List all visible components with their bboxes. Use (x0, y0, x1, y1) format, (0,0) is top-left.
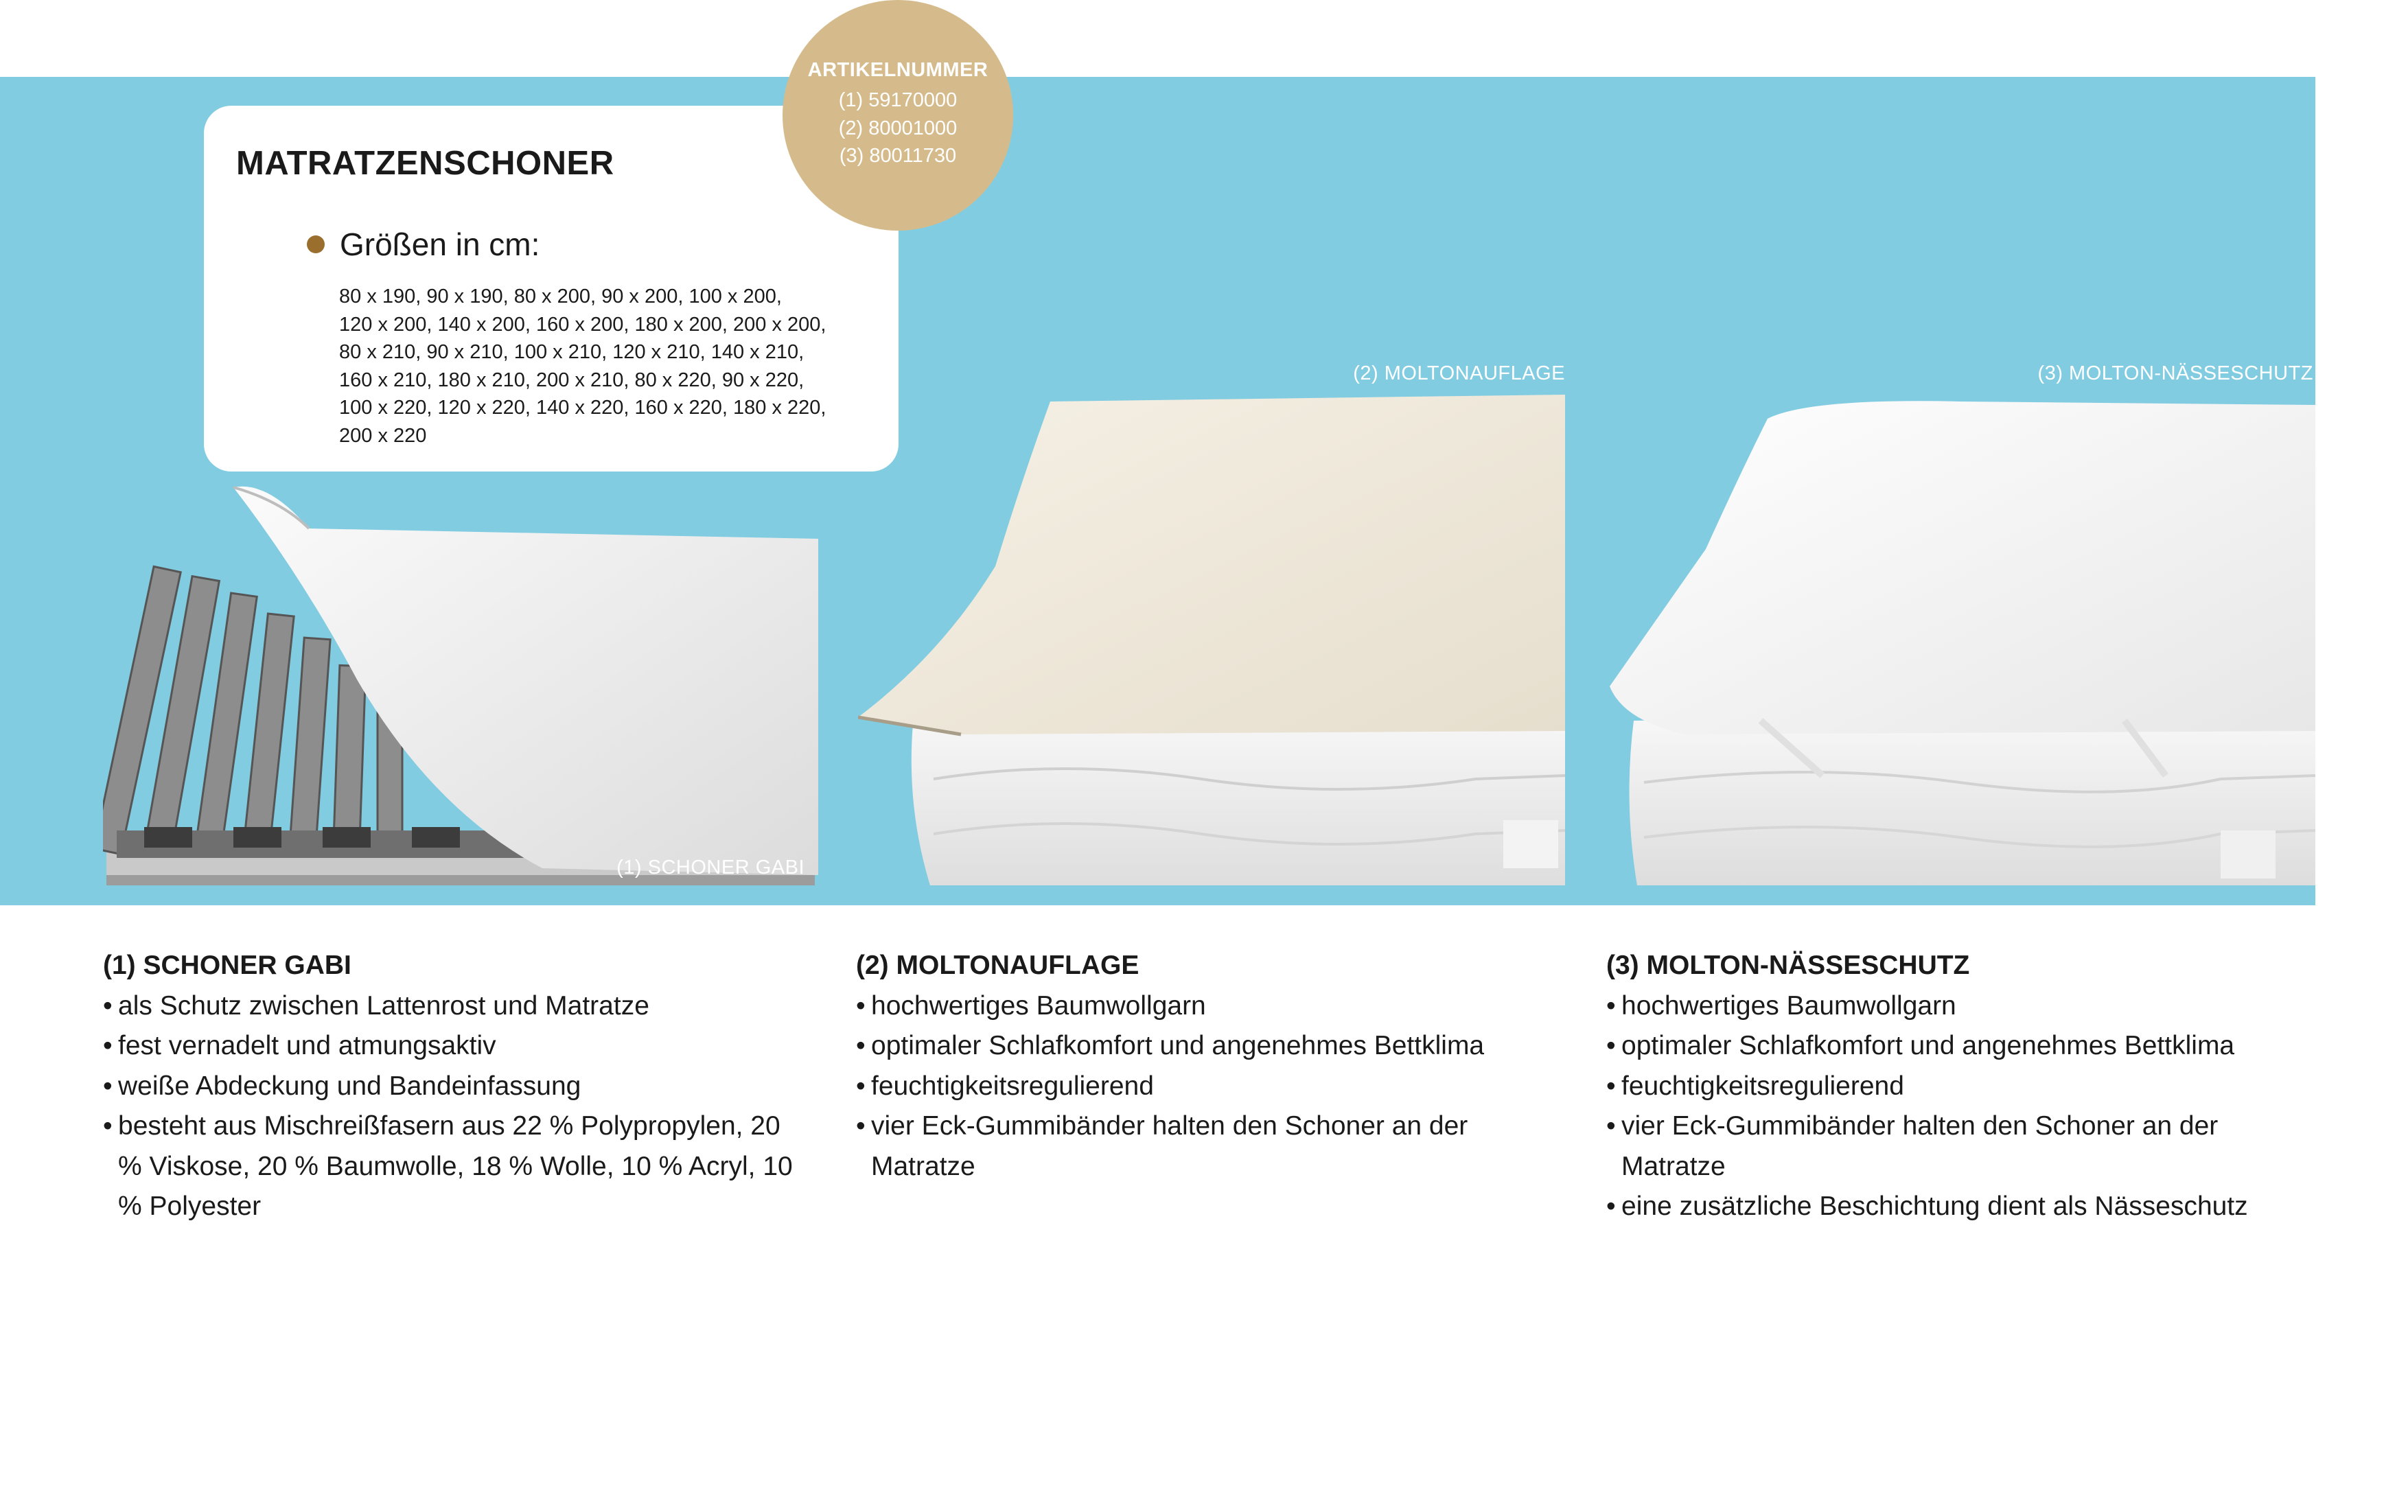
sizes-line: 80 x 190, 90 x 190, 80 x 200, 90 x 200, 100 x 200, (339, 286, 782, 307)
photo-molton-naesseschutz (1603, 391, 2315, 889)
sizes-line: 100 x 220, 120 x 220, 140 x 220, 160 x 220, 180 x 220, (339, 397, 826, 419)
feature-item: • weiße Abdeckung und Bandeinfassung (103, 1067, 817, 1107)
feature-item: • besteht aus Mischreißfasern aus 22 % Polypropylen, 20 % Viskose, 20 % Baumwolle, 18 % Wolle, 10 % Acryl, 10 % Polyester (103, 1106, 817, 1227)
feature-list (103, 986, 817, 1227)
product-title: (3) MOLTON-NÄSSESCHUTZ (1606, 951, 1970, 980)
product-column-2 (856, 946, 1570, 1187)
photo-schoner-gabi (103, 474, 818, 892)
sizes-line: 160 x 210, 180 x 210, 200 x 210, 80 x 220, 90 x 220, (339, 369, 804, 391)
product-title: (2) MOLTONAUFLAGE (856, 951, 1139, 980)
feature-item: • eine zusätzliche Beschichtung dient als Nässeschutz (1606, 1187, 2320, 1227)
feature-item: • hochwertiges Baumwollgarn (1606, 986, 2320, 1027)
badge-title: ARTIKELNUMMER (807, 59, 988, 81)
photo-label-2: (2) MOLTONAUFLAGE (1353, 362, 1565, 384)
article-number: (2) 80001000 (838, 117, 958, 139)
feature-item: • optimaler Schlafkomfort und angenehmes Bettklima (856, 1026, 1570, 1067)
feature-item: • als Schutz zwischen Lattenrost und Matratze (103, 986, 817, 1027)
product-column-3 (1606, 946, 2320, 1227)
sizes-list (339, 283, 875, 450)
feature-list (1606, 986, 2320, 1227)
feature-item: • feuchtigkeitsregulierend (1606, 1067, 2320, 1107)
photo-moltonauflage (858, 395, 1565, 889)
article-number-badge (783, 0, 1013, 231)
bullet-dot-icon (307, 235, 325, 253)
badge-lines (783, 86, 1013, 170)
feature-item: • fest vernadelt und atmungsaktiv (103, 1026, 817, 1067)
feature-list (856, 986, 1570, 1187)
feature-item: • optimaler Schlafkomfort und angenehmes Bettklima (1606, 1026, 2320, 1067)
photo-label-1: (1) SCHONER GABI (616, 857, 804, 879)
article-number: (3) 80011730 (839, 145, 957, 167)
sizes-heading (307, 226, 540, 263)
section-title: MATRATZENSCHONER (236, 145, 614, 182)
feature-item: • vier Eck-Gummibänder halten den Schoner an der Matratze (1606, 1106, 2320, 1187)
photo-label-3: (3) MOLTON-NÄSSESCHUTZ (2037, 362, 2313, 384)
product-title: (1) SCHONER GABI (103, 951, 351, 980)
sizes-line: 80 x 210, 90 x 210, 100 x 210, 120 x 210, 140 x 210, (339, 341, 804, 363)
feature-item: • feuchtigkeitsregulierend (856, 1067, 1570, 1107)
sizes-line: 200 x 220 (339, 424, 427, 447)
sizes-line: 120 x 200, 140 x 200, 160 x 200, 180 x 200, 200 x 200, (339, 313, 826, 336)
sizes-label: Größen in cm: (340, 226, 540, 262)
feature-item: • hochwertiges Baumwollgarn (856, 986, 1570, 1027)
product-column-1 (103, 946, 817, 1227)
feature-item: • vier Eck-Gummibänder halten den Schoner an der Matratze (856, 1106, 1570, 1187)
article-number: (1) 59170000 (838, 89, 958, 111)
